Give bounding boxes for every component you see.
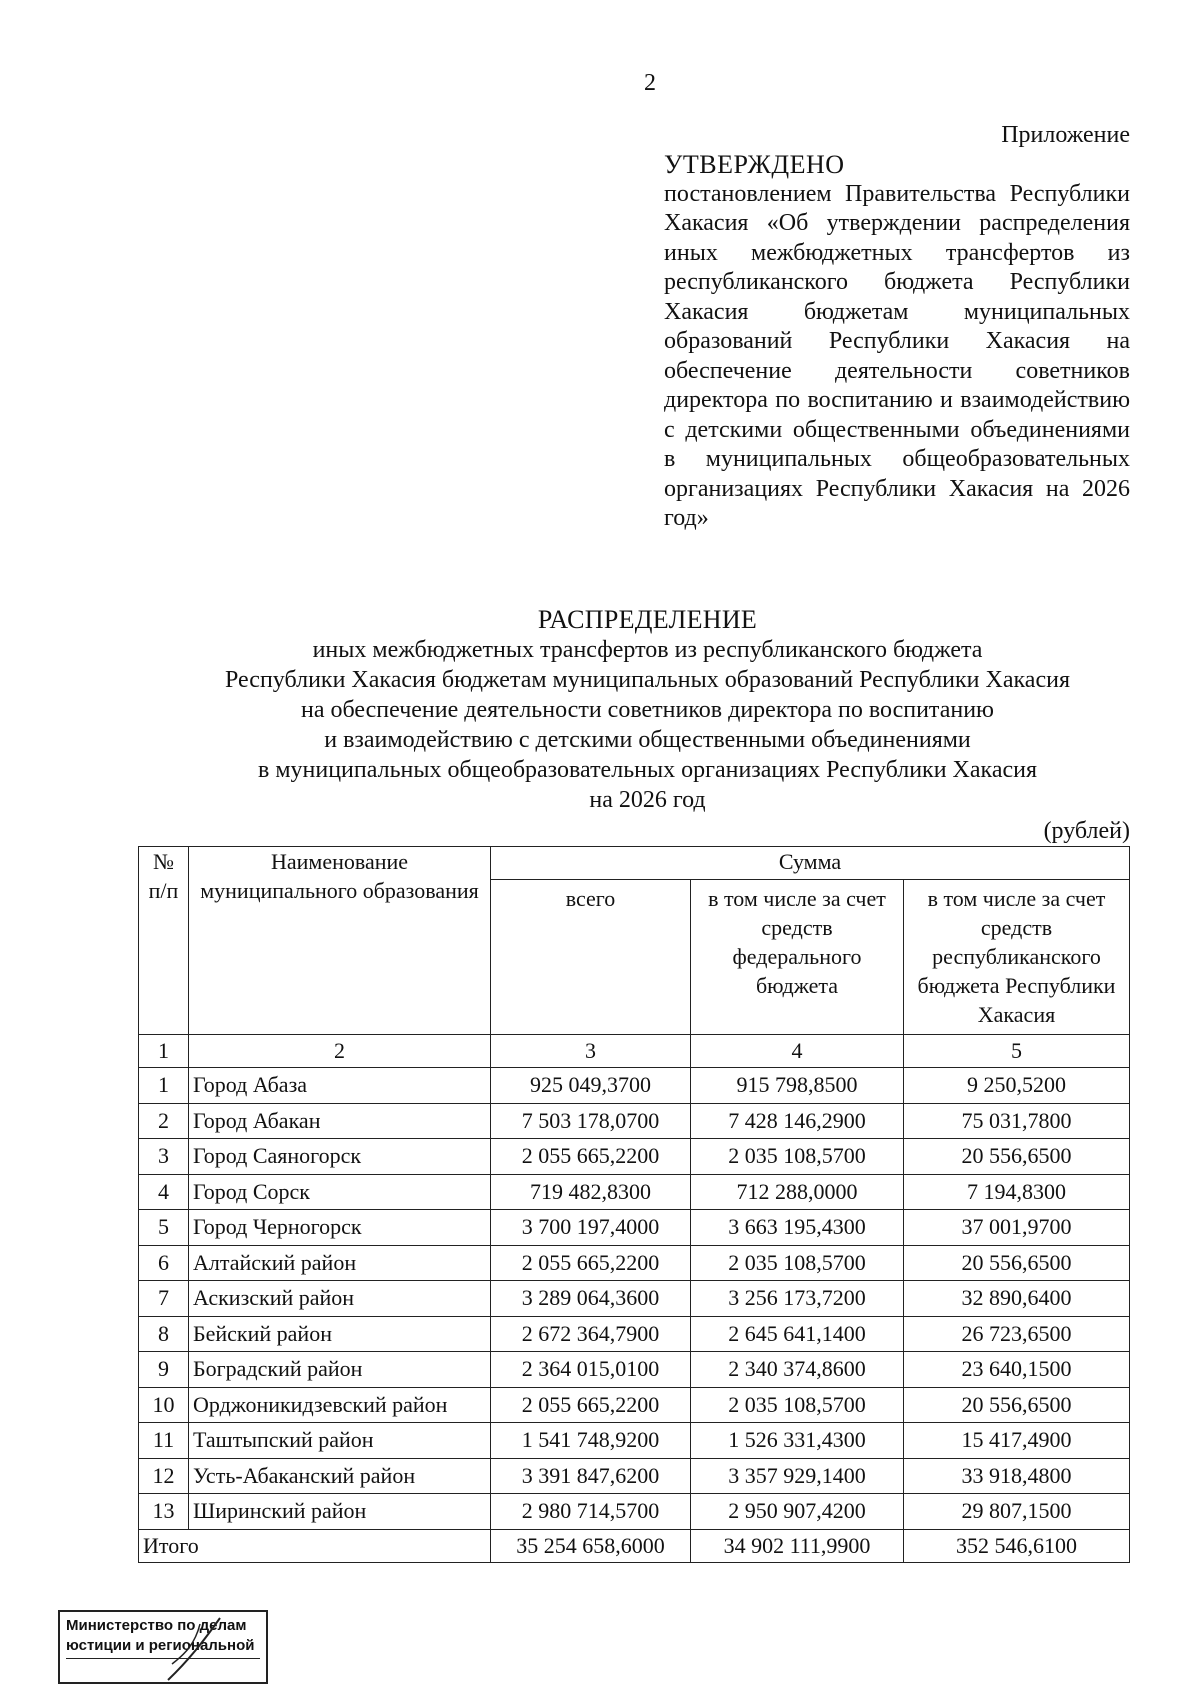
header-number: № п/п <box>139 847 189 1035</box>
row-number: 13 <box>139 1494 189 1530</box>
approval-heading: УТВЕРЖДЕНО <box>664 150 845 179</box>
column-number: 1 <box>139 1035 189 1068</box>
table-row <box>139 1316 1130 1352</box>
amount-federal: 2 035 108,5700 <box>691 1139 904 1175</box>
column-number: 4 <box>691 1035 904 1068</box>
title-line: иных межбюджетных трансфертов из республиканского бюджета <box>312 637 983 663</box>
amount-total: 2 364 015,0100 <box>491 1352 691 1388</box>
table-row <box>139 1352 1130 1388</box>
title-line: на обеспечение деятельности советников директора по воспитанию <box>301 697 994 723</box>
table-row <box>139 1103 1130 1139</box>
signature-mark <box>150 1614 240 1684</box>
table-row <box>139 1494 1130 1530</box>
row-number: 9 <box>139 1352 189 1388</box>
amount-republic: 20 556,6500 <box>904 1139 1130 1175</box>
municipality-name: Таштыпский район <box>189 1423 491 1459</box>
amount-total: 2 672 364,7900 <box>491 1316 691 1352</box>
header-sum: Сумма <box>491 847 1130 880</box>
amount-total: 3 700 197,4000 <box>491 1210 691 1246</box>
amount-federal: 712 288,0000 <box>691 1174 904 1210</box>
table-row <box>139 1458 1130 1494</box>
amount-federal: 3 256 173,7200 <box>691 1281 904 1317</box>
title-main: РАСПРЕДЕЛЕНИЕ <box>537 605 758 634</box>
row-number: 7 <box>139 1281 189 1317</box>
amount-republic: 20 556,6500 <box>904 1245 1130 1281</box>
amount-federal: 915 798,8500 <box>691 1068 904 1104</box>
amount-republic: 75 031,7800 <box>904 1103 1130 1139</box>
header-republic: в том числе за счет средств республиканского бюджета Республики Хакасия <box>904 880 1130 1035</box>
table-row <box>139 1245 1130 1281</box>
stamp-line: юстиции и региональной <box>66 1636 260 1659</box>
amount-federal: 2 340 374,8600 <box>691 1352 904 1388</box>
table-row <box>139 1281 1130 1317</box>
title-line: в муниципальных общеобразовательных организациях Республики Хакасия <box>257 757 1038 783</box>
row-number: 2 <box>139 1103 189 1139</box>
row-number: 10 <box>139 1387 189 1423</box>
amount-total: 925 049,3700 <box>491 1068 691 1104</box>
municipality-name: Город Абаза <box>189 1068 491 1104</box>
units-label: (рублей) <box>1043 818 1130 844</box>
column-number: 5 <box>904 1035 1130 1068</box>
title-line: Республики Хакасия бюджетам муниципальных образований Республики Хакасия <box>225 667 1070 693</box>
table-row <box>139 1210 1130 1246</box>
row-number: 1 <box>139 1068 189 1104</box>
row-number: 4 <box>139 1174 189 1210</box>
header-federal: в том числе за счет средств федерального бюджета <box>691 880 904 1035</box>
amount-federal: 3 357 929,1400 <box>691 1458 904 1494</box>
amount-republic: 37 001,9700 <box>904 1210 1130 1246</box>
amount-republic: 7 194,8300 <box>904 1174 1130 1210</box>
amount-federal: 3 663 195,4300 <box>691 1210 904 1246</box>
municipality-name: Аскизский район <box>189 1281 491 1317</box>
totals-republic: 352 546,6100 <box>904 1529 1130 1562</box>
municipality-name: Ширинский район <box>189 1494 491 1530</box>
totals-label: Итого <box>139 1529 491 1562</box>
amount-federal: 2 950 907,4200 <box>691 1494 904 1530</box>
amount-total: 3 391 847,6200 <box>491 1458 691 1494</box>
row-number: 5 <box>139 1210 189 1246</box>
header-total: всего <box>491 880 691 1035</box>
amount-federal: 2 645 641,1400 <box>691 1316 904 1352</box>
amount-republic: 33 918,4800 <box>904 1458 1130 1494</box>
column-number: 3 <box>491 1035 691 1068</box>
amount-total: 2 055 665,2200 <box>491 1245 691 1281</box>
table-row <box>139 1068 1130 1104</box>
totals-row <box>139 1529 1130 1562</box>
amount-federal: 2 035 108,5700 <box>691 1245 904 1281</box>
amount-republic: 26 723,6500 <box>904 1316 1130 1352</box>
table-row <box>139 1387 1130 1423</box>
amount-republic: 9 250,5200 <box>904 1068 1130 1104</box>
column-number: 2 <box>189 1035 491 1068</box>
municipality-name: Город Черногорск <box>189 1210 491 1246</box>
table-row <box>139 1423 1130 1459</box>
stamp-line: Министерство по делам <box>66 1617 247 1634</box>
table-row <box>139 1174 1130 1210</box>
row-number: 3 <box>139 1139 189 1175</box>
distribution-table <box>138 846 1130 1563</box>
amount-total: 3 289 064,3600 <box>491 1281 691 1317</box>
row-number: 12 <box>139 1458 189 1494</box>
municipality-name: Боградский район <box>189 1352 491 1388</box>
title-line: на 2026 год <box>589 787 706 813</box>
page-number: 2 <box>644 70 656 96</box>
row-number: 6 <box>139 1245 189 1281</box>
amount-republic: 29 807,1500 <box>904 1494 1130 1530</box>
municipality-name: Город Саяногорск <box>189 1139 491 1175</box>
amount-total: 7 503 178,0700 <box>491 1103 691 1139</box>
totals-federal: 34 902 111,9900 <box>691 1529 904 1562</box>
document-title <box>120 605 1175 815</box>
municipality-name: Бейский район <box>189 1316 491 1352</box>
amount-total: 719 482,8300 <box>491 1174 691 1210</box>
row-number: 8 <box>139 1316 189 1352</box>
amount-total: 2 980 714,5700 <box>491 1494 691 1530</box>
amount-total: 1 541 748,9200 <box>491 1423 691 1459</box>
approval-text: постановлением Правительства Республики Хакасия «Об утверждении распределения иных межбюджетных трансфертов из республиканского бюджета Республики Хакасия бюджетам муниципальных образований Республики Хакасия на обеспечение деятельности советников директора по воспитанию и взаимодействию с детскими общественными объединениями в муниципальных общеобразовательных организациях Республики Хакасия на 2026 год» <box>664 180 1130 531</box>
appendix-label: Приложение <box>1001 122 1130 148</box>
municipality-name: Город Абакан <box>189 1103 491 1139</box>
header-name: Наименование муниципального образования <box>189 847 491 1035</box>
municipality-name: Усть-Абаканский район <box>189 1458 491 1494</box>
municipality-name: Алтайский район <box>189 1245 491 1281</box>
amount-federal: 2 035 108,5700 <box>691 1387 904 1423</box>
municipality-name: Город Сорск <box>189 1174 491 1210</box>
amount-federal: 1 526 331,4300 <box>691 1423 904 1459</box>
totals-total: 35 254 658,6000 <box>491 1529 691 1562</box>
amount-total: 2 055 665,2200 <box>491 1387 691 1423</box>
ministry-stamp <box>58 1610 268 1684</box>
table-row <box>139 1139 1130 1175</box>
title-line: и взаимодействию с детскими общественными объединениями <box>324 727 971 753</box>
amount-republic: 32 890,6400 <box>904 1281 1130 1317</box>
approval-block <box>664 150 1130 534</box>
amount-republic: 20 556,6500 <box>904 1387 1130 1423</box>
amount-republic: 15 417,4900 <box>904 1423 1130 1459</box>
row-number: 11 <box>139 1423 189 1459</box>
amount-republic: 23 640,1500 <box>904 1352 1130 1388</box>
amount-total: 2 055 665,2200 <box>491 1139 691 1175</box>
municipality-name: Орджоникидзевский район <box>189 1387 491 1423</box>
amount-federal: 7 428 146,2900 <box>691 1103 904 1139</box>
